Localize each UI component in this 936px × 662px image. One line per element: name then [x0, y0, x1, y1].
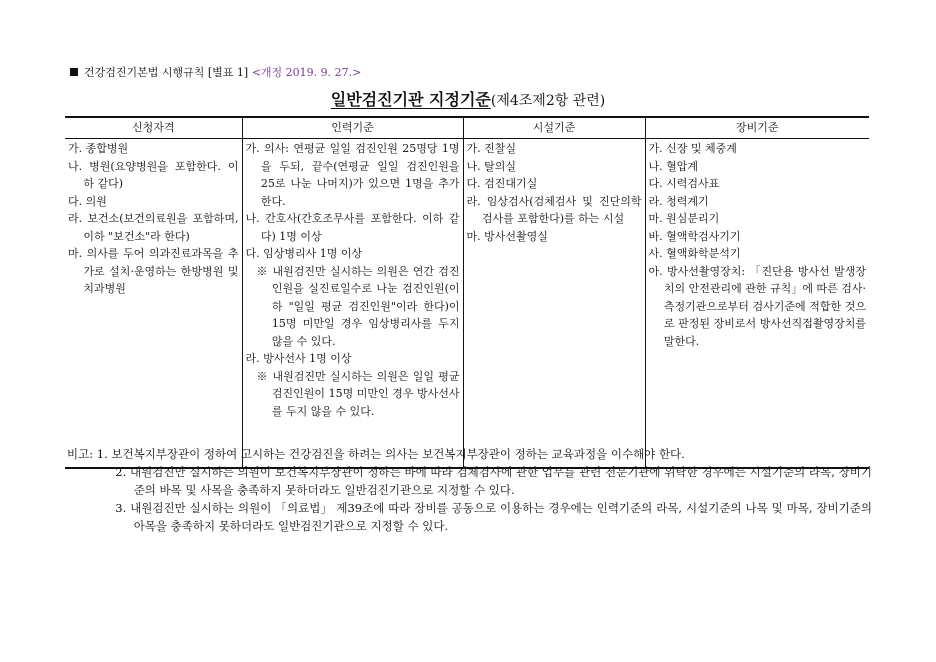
list-item: 라. 방사선사 1명 이상 [245, 352, 352, 365]
designation-criteria-table [65, 116, 869, 469]
list-item: 마. 방사선촬영실 [466, 229, 548, 243]
list-item: 사. 혈액화학분석기 [648, 247, 741, 260]
remark-item: 2. 내원검진만 실시하는 의원이 보건복지부장관이 정하는 바에 따라 검체검사에 관한 업무를 관련 전문기관에 위탁한 경우에는 시설기준의 라목, 장비기준의 바목 및 사목을 충족하지 못하더라도 일반검진기관으로 지정할 수 있다. [115, 465, 872, 497]
remarks-section [67, 445, 872, 535]
list-item: 라. 보건소(보건의료원을 포함하며, 이하 "보건소"라 한다) [68, 212, 239, 243]
header-law-reference: 건강검진기본법 시행규칙 [별표 1] [84, 66, 249, 79]
title-subtitle: (제4조제2항 관련) [490, 93, 606, 109]
list-item: 나. 혈압계 [648, 159, 698, 173]
column-header-equipment: 장비기준 [645, 117, 869, 139]
title-main: 일반검진기관 지정기준 [330, 90, 491, 109]
remark-item: 비고: 1. 보건복지부장관이 정하여 고시하는 건강검진을 하려는 의사는 보건복지부장관이 정하는 교육과정을 이수해야 한다. [67, 447, 685, 461]
list-item: 바. 혈액학검사기기 [648, 229, 741, 243]
document-header [70, 66, 361, 80]
list-item: 다. 시력검사표 [648, 177, 720, 190]
list-item: 라. 청력계기 [648, 194, 709, 208]
list-item: 다. 의원 [68, 194, 107, 208]
column-header-facilities: 시설기준 [463, 117, 645, 139]
list-item: 나. 병원(요양병원을 포함한다. 이하 같다) [68, 159, 239, 190]
document-title [0, 87, 936, 110]
revision-date: <개정 2019. 9. 27.> [251, 66, 362, 79]
square-bullet-icon [70, 68, 78, 76]
list-item: 라. 임상검사(검체검사 및 진단의학검사를 포함한다)를 하는 시설 [466, 194, 642, 225]
list-item: 다. 임상병리사 1명 이상 [245, 247, 363, 260]
qualification-cell [65, 139, 242, 469]
facilities-cell [463, 139, 645, 469]
list-item: 가. 의사: 연평균 일일 검진인원 25명당 1명을 두되, 끝수(연평균 일일 검진인원을 25로 나눈 나머지)가 있으면 1명을 추가한다. [245, 142, 460, 208]
staffing-cell [242, 139, 463, 469]
list-item: 아. 방사선촬영장치: 「진단용 방사선 발생장치의 안전관리에 관한 규칙」에 따른 검사·측정기관으로부터 검사기준에 적합한 것으로 판정된 장비로서 방사선직접촬영장치를 말한다. [648, 264, 866, 348]
column-header-qualification: 신청자격 [65, 117, 242, 139]
equipment-cell [645, 139, 869, 469]
list-item: 가. 종합병원 [68, 142, 129, 155]
list-item: 마. 원심분리기 [648, 212, 720, 225]
list-item: 가. 신장 및 체중계 [648, 142, 737, 155]
staffing-note: ※ 내원검진만 실시하는 의원은 일일 평균 검진인원이 15명 미만인 경우 방사선사를 두지 않을 수 있다. [256, 369, 460, 418]
table-header-row [65, 117, 869, 139]
staffing-note: ※ 내원검진만 실시하는 의원은 연간 검진인원을 실진료일수로 나눈 검진인원(이하 "일일 평균 검진인원"이라 한다)이 15명 미만일 경우 임상병리사를 두지 않을 수 있다. [256, 264, 460, 348]
list-item: 나. 간호사(간호조무사를 포함한다. 이하 같다) 1명 이상 [245, 212, 460, 243]
list-item: 다. 검진대기실 [466, 177, 538, 190]
column-header-staffing: 인력기준 [242, 117, 463, 139]
list-item: 마. 의사를 두어 의과진료과목을 추가로 설치·운영하는 한방병원 및 치과병원 [68, 247, 239, 295]
list-item: 가. 진찰실 [466, 142, 516, 155]
remark-item: 3. 내원검진만 실시하는 의원이 「의료법」 제39조에 따라 장비를 공동으로 이용하는 경우에는 인력기준의 라목, 시설기준의 나목 및 마목, 장비기준의 아목을 충족하지 못하더라도 일반검진기관으로 지정할 수 있다. [115, 501, 872, 533]
list-item: 나. 탈의실 [466, 159, 516, 173]
table-row [65, 139, 869, 469]
